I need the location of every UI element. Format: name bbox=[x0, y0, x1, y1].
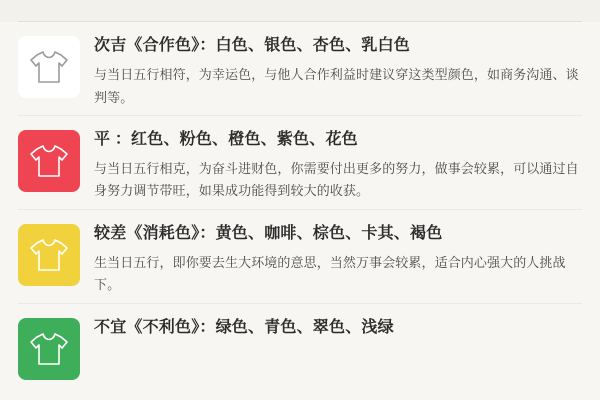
shirt-swatch-yellow bbox=[18, 224, 80, 286]
list-item[interactable] bbox=[0, 22, 600, 115]
shirt-swatch-red bbox=[18, 130, 80, 192]
list-item-heading: 不宜《不利色》：绿色、青色、翠色、浅绿 bbox=[94, 318, 394, 336]
list-item-description: 与当日五行相克，为奋斗进财色，你需要付出更多的努力，做事会较累，可以通过自身努力调节带旺，如果成功能得到较大的收获。 bbox=[94, 161, 579, 199]
list-item-content bbox=[80, 314, 582, 346]
shirt-swatch-green bbox=[18, 318, 80, 380]
list-item-heading: 平 ：红色、粉色、橙色、紫色、花色 bbox=[94, 130, 358, 148]
list-item-content bbox=[80, 126, 582, 203]
list-item[interactable] bbox=[0, 210, 600, 303]
list-item-heading: 较差《消耗色》：黄色、咖啡、棕色、卡其、褐色 bbox=[94, 224, 443, 242]
shirt-swatch-white bbox=[18, 36, 80, 98]
list-item-content bbox=[80, 220, 582, 297]
list-item-description: 生当日五行，即你要去生大环境的意思，当然万事会较累，适合内心强大的人挑战下。 bbox=[94, 255, 566, 293]
list-item-heading: 次吉《合作色》：白色、银色、杏色、乳白色 bbox=[94, 37, 411, 54]
list-item-description: 与当日五行相符，为幸运色，与他人合作利益时建议穿这类型颜色，如商务沟通、谈判等。 bbox=[94, 67, 579, 105]
top-strip bbox=[0, 0, 600, 22]
list-item[interactable] bbox=[0, 304, 600, 386]
color-advice-list bbox=[0, 22, 600, 400]
list-item[interactable] bbox=[0, 116, 600, 209]
list-item-content bbox=[80, 32, 582, 109]
